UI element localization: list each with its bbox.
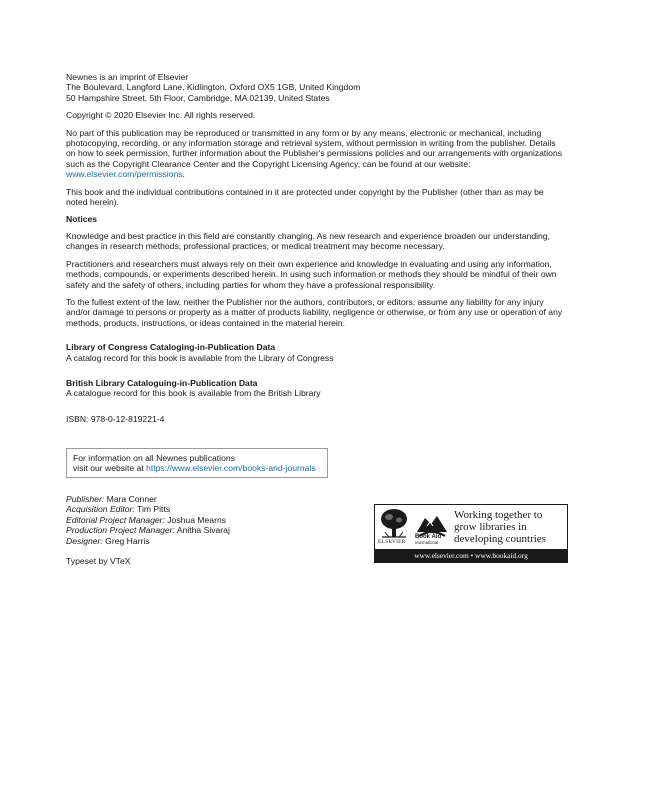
publications-info-box (66, 448, 328, 478)
logo-top-area (375, 505, 567, 549)
credit-role: Editorial Project Manager: (66, 514, 165, 525)
notices-paragraph-1: Knowledge and best practice in this field are constantly changing. As new research and experience broaden our understanding, changes in research methods, professional practices, or medical treatment may become necessary. (66, 230, 550, 252)
copyright-line: Copyright © 2020 Elsevier Inc. All rights reserved. (66, 110, 256, 121)
loc-text: A catalog record for this book is available from the Library of Congress (66, 352, 334, 363)
credit-person: Tim Pitts (134, 504, 171, 515)
notices-paragraph-3: To the fullest extent of the law, neither the Publisher nor the authors, contributors, or editors, assume any liability for any injury and/or damage to persons or property as a matter of products liability, negligence or otherwise, or from any use or operation of any methods, products, instructions, or ideas contained in the material herein. (66, 296, 563, 328)
typeset-line: Typeset by VTeX (66, 556, 131, 566)
bl-heading: British Library Cataloguing-in-Publication Data (66, 377, 258, 388)
credit-person: Anitha Sivaraj (174, 525, 230, 536)
credit-role: Production Project Manager: (66, 525, 175, 536)
loc-heading: Library of Congress Cataloging-in-Publication Data (66, 342, 276, 353)
permissions-period: . (182, 169, 185, 180)
permissions-link[interactable]: www.elsevier.com/permissions (66, 169, 183, 180)
book-aid-subtitle: International (415, 540, 439, 545)
bl-text: A catalogue record for this book is available from the British Library (66, 388, 321, 399)
credit-role: Designer: (66, 535, 103, 546)
credit-designer (66, 536, 346, 546)
permissions-text: No part of this publication may be reproduced or transmitted in any form or by any means, electronic or mechanical, including photocopying, recording, or any information storage and retrieval system, without permission in writing from the publisher. Details on how to seek permission, further information about the Publisher's permissions policies and our arrangements with organizations such as the Copyright Clearance Center and the Copyright Licensing Agency, can be found at our website: (66, 127, 563, 169)
notices-paragraph-2: Practitioners and researchers must always rely on their own experience and knowledge in evaluating and using any information, methods, compounds, or experiments described herein. In using such information or methods they should be mindful of their own safety and the safety of others, including parties for whom they have a professional responsibility. (66, 258, 557, 290)
book-aid-wordmark: Book Aid (415, 534, 442, 540)
logo-url-bar: www.elsevier.com • www.bookaid.org (375, 549, 567, 562)
credit-person: Joshua Mearns (164, 514, 227, 525)
info-line: For information on all Newnes publications (73, 453, 235, 463)
credit-role: Publisher: (66, 494, 105, 504)
books-journals-link[interactable]: https://www.elsevier.com/books-and-journals (146, 463, 316, 474)
credit-publisher (66, 494, 346, 504)
credit-editorial-pm (66, 515, 346, 525)
copyright-page (66, 72, 566, 424)
address-uk: The Boulevard, Langford Lane, Kidlington, Oxford OX5 1GB, United Kingdom (66, 82, 361, 93)
imprint-line: Newnes is an imprint of Elsevier (66, 72, 189, 82)
credit-person: Mara Conner (104, 494, 157, 504)
notices-heading: Notices (66, 214, 98, 225)
elsevier-wordmark: ELSEVIER (378, 539, 406, 545)
address-us: 50 Hampshire Street, 5th Floor, Cambridge, MA 02139, United States (66, 92, 330, 103)
bl-cip-block (66, 378, 566, 399)
credit-role: Acquisition Editor: (66, 504, 135, 515)
credit-person: Greg Harris (102, 535, 150, 546)
loc-cip-block (66, 342, 566, 363)
isbn: ISBN: 978-0-12-819221-4 (66, 413, 165, 424)
book-aid-logo-box (374, 504, 568, 563)
info-website-prefix: visit our website at (73, 463, 147, 474)
protected-paragraph: This book and the individual contributions contained in it are protected under copyright by the Publisher (other than as may be noted herein). (66, 186, 544, 208)
credit-acquisition-editor (66, 504, 346, 514)
book-aid-slogan: Working together to grow libraries in developing countries (454, 509, 546, 545)
imprint-block (66, 72, 566, 103)
credit-production-pm (66, 525, 346, 535)
credits-block (66, 494, 346, 546)
info-website-line (73, 463, 327, 473)
permissions-paragraph (66, 128, 566, 180)
